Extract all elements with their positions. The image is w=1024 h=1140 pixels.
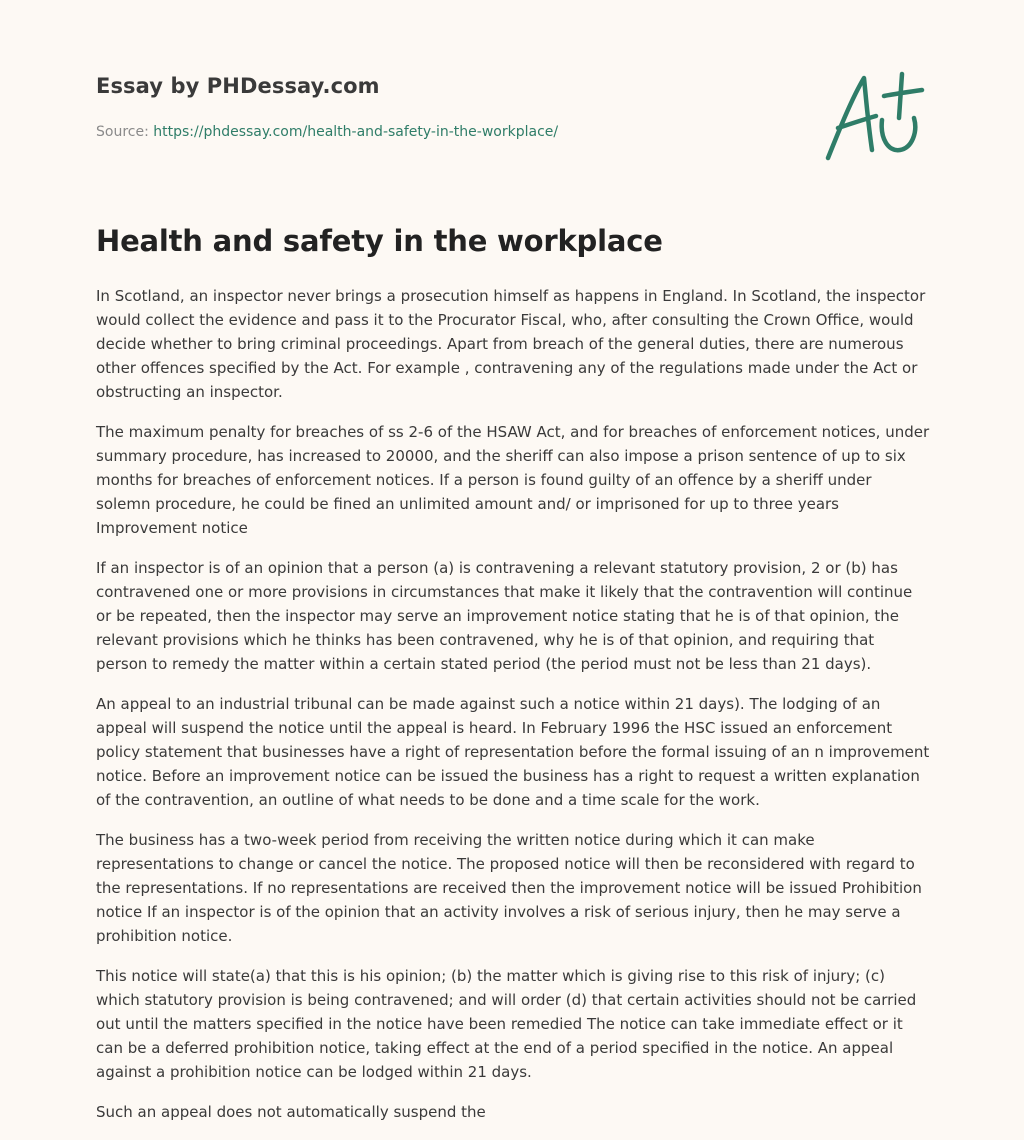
paragraph: In Scotland, an inspector never brings a prosecution himself as happens in England. In Scotland, the inspector would collect the evidence and pass it to the Procurator Fiscal, who, after consulting the Crown Office, would decide whether to bring criminal proceedings. Apart from breach of the general duties, there are numerous other offences specified by the Act. For example , contravening any of the regulations made under the Act or obstructing an inspector. [96,287,926,401]
paragraph: Such an appeal does not automatically suspend the [96,1103,486,1121]
article-body [96,284,930,1140]
paragraph: The business has a two-week period from receiving the written notice during which it can make representations to change or cancel the notice. The proposed notice will then be reconsidered with regard to the representations. If no representations are received then the improvement notice will be issued Prohibition notice If an inspector is of the opinion that an activity involves a risk of serious injury, then he may serve a prohibition notice. [96,831,922,945]
paragraph: This notice will state(a) that this is his opinion; (b) the matter which is giving rise to this risk of injury; (c) which statutory provision is being contravened; and will order (d) that certain activities should not be carried out until the matters specified in the notice have been remedied The notice can take immediate effect or it can be a deferred prohibition notice, taking effect at the end of a period specified in the notice. An appeal against a prohibition notice can be lodged within 21 days. [96,967,917,1081]
brand-title: Essay by PHDessay.com [96,74,380,98]
source-label: Source: [96,124,149,140]
page-header [96,74,916,140]
source-line [96,124,558,140]
source-link[interactable]: https://phdessay.com/health-and-safety-in-the-workplace/ [153,124,559,140]
paragraph: An appeal to an industrial tribunal can be made against such a notice within 21 days). The lodging of an appeal will suspend the notice until the appeal is heard. In February 1996 the HSC issued an enforcement policy statement that businesses have a right of representation before the formal issuing of an n improvement notice. Before an improvement notice can be issued the business has a right to request a written explanation of the contravention, an outline of what needs to be done and a time scale for the work. [96,695,930,809]
paragraph: The maximum penalty for breaches of ss 2-6 of the HSAW Act, and for breaches of enforcement notices, under summary procedure, has increased to 20000, and the sheriff can also impose a prison sentence of up to six months for breaches of enforcement notices. If a person is found guilty of an offence by a sheriff under solemn procedure, he could be fined an unlimited amount and/ or imprisoned for up to three years Improvement notice [96,423,930,537]
page-title: Health and safety in the workplace [96,224,663,258]
paragraph: If an inspector is of an opinion that a person (a) is contravening a relevant statutory provision, 2 or (b) has contravened one or more provisions in circumstances that make it likely that the contravention will continue or be repeated, then the inspector may serve an improvement notice stating that he is of that opinion, the relevant provisions which he thinks has been contravened, why he is of that opinion, and requiring that person to remedy the matter within a certain stated period (the period must not be less than 21 days). [96,559,913,673]
a-plus-logo-icon [822,68,926,164]
